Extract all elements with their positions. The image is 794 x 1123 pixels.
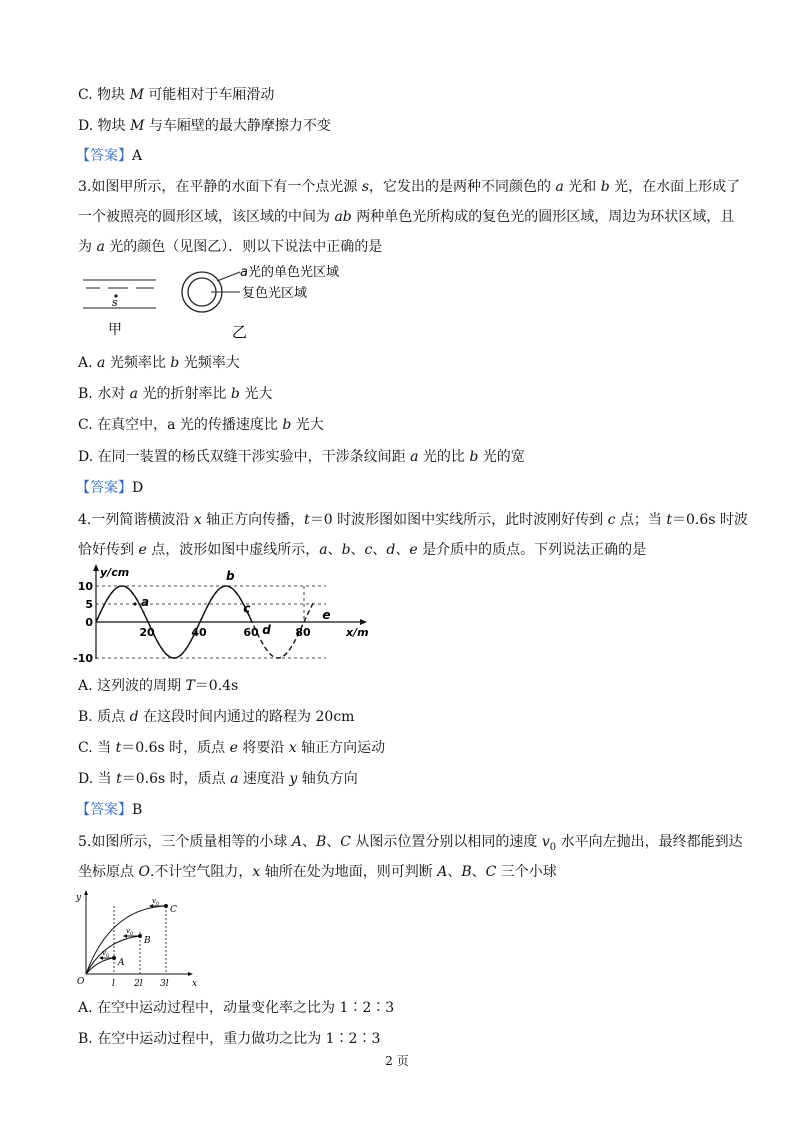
q3-option-b: B. 水对 a 光的折射率比 b 光大 xyxy=(78,386,273,402)
q3-option-d: D. 在同一装置的杨氏双缝干涉实验中，干涉条纹间距 a 光的比 b 光的宽 xyxy=(78,449,525,465)
page-number: 2 页 xyxy=(385,1054,409,1068)
y-tick-label-2: 0 xyxy=(85,616,93,629)
q4-option-c: C. 当 t＝0.6s 时，质点 e 将要沿 x 轴正方向运动 xyxy=(78,740,386,756)
q5-option-b: B. 在空中运动过程中，重力做功之比为 1∶2∶3 xyxy=(78,1031,381,1047)
point-label-a: a xyxy=(141,595,150,609)
y-axis-arrow xyxy=(93,564,99,571)
q3-option-c: C. 在真空中，a 光的传播速度比 b 光大 xyxy=(78,417,324,433)
figure-jia xyxy=(83,280,156,338)
x-axis-arrow xyxy=(360,619,367,625)
point-label-c: c xyxy=(243,601,251,616)
yi-label: 乙 xyxy=(232,323,248,341)
point-label-b: b xyxy=(226,569,235,583)
q3-figure xyxy=(78,262,388,344)
y-tick-label-1: 5 xyxy=(85,598,93,611)
svg-text:3l: 3l xyxy=(160,979,169,989)
q2-option-c: C. 物块 M 可能相对于车厢滑动 xyxy=(78,87,275,103)
q5-option-a: A. 在空中运动过程中，动量变化率之比为 1∶2∶3 xyxy=(78,1000,395,1016)
figure-yi xyxy=(182,264,339,341)
q4-wave-chart xyxy=(70,562,370,662)
q4-option-a: A. 这列波的周期 T＝0.4s xyxy=(78,678,239,694)
svg-text:O: O xyxy=(77,977,85,987)
svg-text:y: y xyxy=(76,893,82,903)
q3-stem-line1: 3.如图甲所示，在平静的水面下有一个点光源 s，它发出的是两种不同颜色的 a 光和 b 光，在水面上形成了 xyxy=(78,179,741,195)
svg-text:v0: $v_0$ xyxy=(126,927,134,937)
svg-text:A: A xyxy=(118,958,125,968)
q3-stem-line3: 为 a 光的颜色（见图乙）．则以下说法中正确的是 xyxy=(78,239,383,255)
q2-answer: 【答案】A xyxy=(76,148,143,164)
q4-answer: 【答案】B xyxy=(76,802,143,818)
q4-stem-line2: 恰好传到 e 点，波形如图中虚线所示，a、b、c、d、e 是介质中的质点。下列说法正确的是 xyxy=(78,542,647,558)
q5-stem-line1: 5.如图所示，三个质量相等的小球 A、B、C 从图示位置分别以相同的速度 $v_0$ 水平向左抛出，最终都能到达 xyxy=(78,834,743,853)
y-tick-label-3: -10 xyxy=(73,652,93,662)
x-tick-label-0: 20 xyxy=(139,626,155,639)
q4-stem-line1: 4.一列简谐横波沿 x 轴正方向传播，t＝0 时波形图如图中实线所示，此时波刚好传到 c 点；当 t＝0.6s 时波 xyxy=(78,512,748,528)
point-label-e: e xyxy=(322,608,331,622)
point-a-dot xyxy=(133,602,136,605)
point-label-d: d xyxy=(262,623,271,637)
q4-option-d: D. 当 t＝0.6s 时，质点 a 速度沿 y 轴负方向 xyxy=(78,771,358,787)
jia-label: 甲 xyxy=(108,322,122,338)
q5-projectile-figure xyxy=(74,888,204,990)
y-tick-label-0: 10 xyxy=(77,580,93,593)
svg-text:B: B xyxy=(144,936,151,946)
a-region-label: a光的单色光区域 xyxy=(240,265,339,280)
q4-option-b: B. 质点 d 在这段时间内通过的路程为 20cm xyxy=(78,709,355,725)
source-s-label: s xyxy=(112,296,118,309)
q3-answer: 【答案】D xyxy=(76,480,144,496)
svg-text:C: C xyxy=(170,905,177,915)
mixed-region-label: 复色光区域 xyxy=(242,286,308,301)
q3-option-a: A. a 光频率比 b 光频率大 xyxy=(78,355,240,371)
svg-text:v0: $v_0$ xyxy=(102,949,110,959)
svg-text:v0: $v_0$ xyxy=(152,897,160,907)
x-tick-label-2: 60 xyxy=(243,626,259,639)
svg-text:2l: 2l xyxy=(134,979,143,989)
q2-option-d: D. 物块 M 与车厢壁的最大静摩擦力不变 xyxy=(78,118,331,134)
svg-text:l: l xyxy=(112,979,115,989)
q5-stem-line2: 坐标原点 O.不计空气阻力，x 轴所在处为地面，则可判断 A、B、C 三个小球 xyxy=(78,864,557,880)
x-tick-label-3: 80 xyxy=(295,626,311,639)
svg-text:x: x xyxy=(192,979,198,989)
x-tick-label-1: 40 xyxy=(191,626,207,639)
q3-stem-line2: 一个被照亮的圆形区域，该区域的中间为 ab 两种单色光所构成的复色光的圆形区域，周边为环状区域，且 xyxy=(78,209,735,225)
y-axis-label: y/cm xyxy=(100,566,130,579)
x-axis-label: x/m xyxy=(346,626,369,639)
